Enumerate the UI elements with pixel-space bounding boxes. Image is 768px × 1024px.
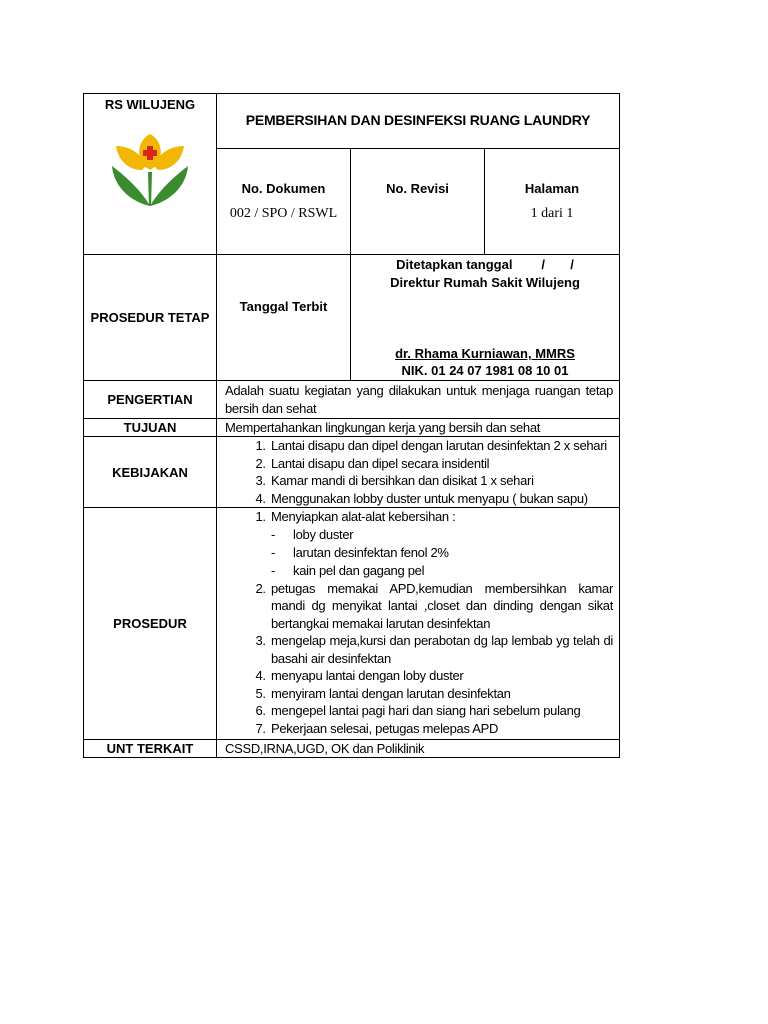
doc-number-value: 002 / SPO / RSWL bbox=[229, 206, 338, 221]
procedure-label: PROSEDUR TETAP bbox=[90, 310, 210, 325]
list-item: 4. menyapu lantai dengan loby duster bbox=[269, 667, 613, 685]
sublist-item: - kain pel dan gagang pel bbox=[271, 562, 613, 580]
hospital-name: RS WILUJENG bbox=[104, 97, 196, 112]
document-title: PEMBERSIHAN DAN DESINFEKSI RUANG LAUNDRY bbox=[245, 112, 591, 128]
kebijakan-list bbox=[217, 437, 619, 507]
tujuan-label: TUJUAN bbox=[123, 420, 177, 435]
director-cell bbox=[351, 255, 620, 381]
tujuan-text-cell bbox=[217, 419, 620, 437]
page-cell bbox=[485, 149, 620, 255]
spo-document bbox=[83, 93, 619, 758]
list-item: 1. Lantai disapu dan dipel dengan larutan desinfektan 2 x sehari bbox=[269, 437, 619, 455]
unit-text-cell bbox=[217, 740, 620, 758]
sublist-item: - larutan desinfektan fenol 2% bbox=[271, 544, 613, 562]
list-item-text: Menyiapkan alat-alat kebersihan : bbox=[271, 509, 456, 524]
prosedur-sublist bbox=[271, 526, 613, 580]
revision-cell bbox=[351, 149, 485, 255]
tujuan-text: Mempertahankan lingkungan kerja yang bersih dan sehat bbox=[225, 420, 541, 435]
revision-label: No. Revisi bbox=[386, 181, 449, 196]
page-label: Halaman bbox=[524, 181, 580, 196]
list-item bbox=[269, 508, 613, 580]
list-item: 5. menyiram lantai dengan larutan desinfektan bbox=[269, 685, 613, 703]
hospital-cell bbox=[84, 94, 217, 255]
leaf-flower-logo-icon bbox=[108, 126, 192, 210]
list-item: 3. Kamar mandi di bersihkan dan disikat 1 x sehari bbox=[269, 472, 619, 490]
established-label: Ditetapkan tanggal / / bbox=[396, 257, 574, 272]
list-item: 6. mengepel lantai pagi hari dan siang hari sebelum pulang bbox=[269, 702, 613, 720]
pengertian-text-cell bbox=[217, 381, 620, 419]
sublist-item: - loby duster bbox=[271, 526, 613, 544]
unit-label-cell bbox=[84, 740, 217, 758]
list-item: 2. Lantai disapu dan dipel secara insidentil bbox=[269, 455, 619, 473]
pengertian-label-cell bbox=[84, 381, 217, 419]
prosedur-label: PROSEDUR bbox=[113, 616, 187, 631]
list-item: 2. petugas memakai APD,kemudian membersihkan kamar mandi dg menyikat lantai ,closet dan dinding dengan sikat bertangkai memakai larutan desinfektan bbox=[269, 580, 613, 633]
unit-text: CSSD,IRNA,UGD, OK dan Poliklinik bbox=[225, 741, 425, 756]
kebijakan-label: KEBIJAKAN bbox=[112, 464, 188, 480]
doc-number-cell bbox=[217, 149, 351, 255]
spo-table bbox=[83, 93, 620, 758]
director-title: Direktur Rumah Sakit Wilujeng bbox=[390, 275, 580, 290]
prosedur-label-cell bbox=[84, 508, 217, 740]
director-nik: NIK. 01 24 07 1981 08 10 01 bbox=[401, 363, 569, 378]
unit-label: UNT TERKAIT bbox=[106, 741, 194, 756]
pengertian-label: PENGERTIAN bbox=[107, 392, 193, 407]
list-item: 4. Menggunakan lobby duster untuk menyapu ( bukan sapu) bbox=[269, 490, 619, 508]
list-item: 3. mengelap meja,kursi dan perabotan dg lap lembab yg telah di basahi air desinfektan bbox=[269, 632, 613, 667]
pengertian-text: Adalah suatu kegiatan yang dilakukan untuk menjaga ruangan tetap bersih dan sehat bbox=[225, 383, 614, 416]
page-value: 1 dari 1 bbox=[530, 206, 574, 221]
title-cell bbox=[217, 94, 620, 149]
doc-number-label: No. Dokumen bbox=[241, 181, 326, 196]
kebijakan-label-cell bbox=[84, 437, 217, 508]
issue-date-cell bbox=[217, 255, 351, 381]
prosedur-list-cell bbox=[217, 508, 620, 740]
issue-date-label: Tanggal Terbit bbox=[239, 299, 328, 314]
director-name: dr. Rhama Kurniawan, MMRS bbox=[395, 346, 575, 361]
procedure-label-cell bbox=[84, 255, 217, 381]
list-item: 7. Pekerjaan selesai, petugas melepas APD bbox=[269, 720, 613, 738]
kebijakan-list-cell bbox=[217, 437, 620, 508]
prosedur-list bbox=[217, 508, 619, 737]
tujuan-label-cell bbox=[84, 419, 217, 437]
